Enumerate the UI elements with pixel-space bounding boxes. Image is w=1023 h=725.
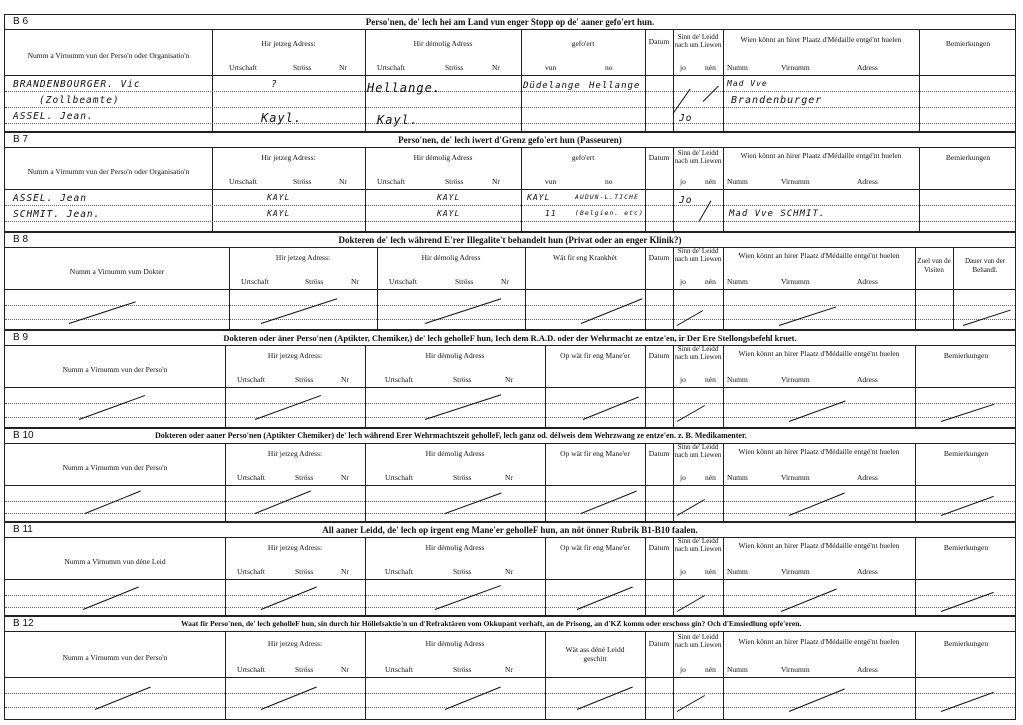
section-b8 — [4, 232, 1016, 330]
virnumm-label: Virnumm — [781, 63, 810, 72]
urtschaft-label: Urtschaft — [385, 375, 413, 384]
virnumm-label: Virnumm — [781, 177, 810, 186]
handwritten-demolig: Kayl. — [377, 113, 419, 127]
stross-label: Ströss — [453, 375, 472, 384]
datum-header: Datum — [648, 639, 670, 648]
nr-label: Nr — [505, 473, 513, 482]
adress-label: Adress — [857, 177, 878, 186]
numm-label: Numm — [727, 473, 748, 482]
jo-label: jo — [680, 375, 686, 384]
demolig-header: Hir démolig Adress — [425, 449, 485, 458]
datum-header: Datum — [648, 351, 670, 360]
sinn-header: Sinn de' Leidd nach um Liewen — [674, 149, 722, 165]
urtschaft-label: Urtschaft — [385, 473, 413, 482]
handwritten-no: (Belgien. etc) — [575, 209, 644, 217]
section-code: B 6 — [13, 16, 29, 27]
section-header — [5, 15, 1015, 30]
jo-label: jo — [680, 177, 686, 186]
jetzeg-header: Hir jetzeg Adress: — [267, 351, 323, 360]
section-code: B 7 — [13, 134, 29, 145]
wat-header: Op wät fir eng Mane'er — [560, 543, 630, 552]
stross-label: Ströss — [293, 63, 312, 72]
nen-label: nén — [705, 375, 716, 384]
nr-label: Nr — [341, 473, 349, 482]
jo-label: jo — [680, 473, 686, 482]
handwritten-demolig: Hellange. — [367, 81, 442, 95]
wien-header: Wien könnt an hirer Plaatz d'Médaille entgé'nt huelen — [738, 637, 900, 646]
stross-label: Ströss — [445, 63, 464, 72]
wat-header: Op wät fir eng Mane'er — [560, 351, 630, 360]
name-col-header: Numm a Virnumm vun der Perso'n — [62, 653, 168, 662]
bemierkungen-header: Bemierkungen — [943, 639, 989, 648]
section-header — [5, 523, 1015, 538]
numm-label: Numm — [727, 567, 748, 576]
urtschaft-label: Urtschaft — [229, 63, 257, 72]
section-b10 — [4, 428, 1016, 522]
jo-label: jo — [680, 567, 686, 576]
section-code: B 10 — [13, 430, 34, 441]
handwritten-jetzeg: KAYL — [267, 209, 291, 218]
jo-label: jo — [680, 277, 686, 286]
numm-label: Numm — [727, 177, 748, 186]
dauer-header: Dauer vun der Behandl. — [964, 257, 1006, 274]
handwritten-wien-virnumm: Brandenburger — [731, 95, 823, 106]
wien-header: Wien könnt an hirer Plaatz d'Médaille entgé'nt huelen — [738, 349, 900, 358]
section-code: B 9 — [13, 332, 29, 343]
bemierkungen-header: Bemierkungen — [943, 543, 989, 552]
wien-header: Wien könnt an hirer Plaatz d'Médaille entgé'nt huelen — [738, 447, 900, 456]
bemierkungen-header: Bemierkungen — [945, 153, 991, 162]
wat-header: Wät ass déné Leidd geschitt — [565, 645, 625, 663]
demolig-header: Hir démolig Adress — [413, 153, 473, 162]
gefoert-header: gefo'ert — [571, 39, 595, 48]
section-code: B 12 — [13, 618, 34, 629]
section-title: Waat fir Perso'nen, de' lech geholleF hun, sin durch hir Höllefsaktio'n un d'Refraktären vom Okkupant verhaft, an de Prisong, an d'KZ komm oder erschoss gin? Och d'Emsiedlung opfe'eren. — [181, 619, 802, 628]
section-header — [5, 429, 1015, 444]
urtschaft-label: Urtschaft — [237, 375, 265, 384]
nen-label: nén — [705, 473, 716, 482]
wien-header: Wien könnt an hirer Plaatz d'Médaille entgé'nt huelen — [738, 251, 900, 260]
handwritten-name: ASSEL. Jean — [13, 193, 87, 204]
sinn-header: Sinn de' Leidd nach um Liewen — [674, 537, 722, 553]
datum-header: Datum — [648, 153, 670, 162]
urtschaft-label: Urtschaft — [237, 665, 265, 674]
urtschaft-label: Urtschaft — [389, 277, 417, 286]
name-col-header: Numm a Virnumm vum Dokter — [69, 267, 165, 276]
jo-label: jo — [680, 665, 686, 674]
no-label: no — [605, 177, 613, 186]
stross-label: Ströss — [295, 567, 314, 576]
section-header — [5, 233, 1015, 248]
numm-label: Numm — [727, 375, 748, 384]
handwritten-no: AUDUN-L.TICHE — [575, 193, 639, 201]
urtschaft-label: Urtschaft — [229, 177, 257, 186]
stross-label: Ströss — [453, 665, 472, 674]
nr-label: Nr — [505, 665, 513, 674]
table-body — [5, 345, 1015, 427]
table-body — [5, 29, 1015, 131]
stross-label: Ströss — [453, 473, 472, 482]
section-title: Dokteren oder aaner Perso'nen (Aptikter Chemiker) de' lech während Erer Wehrmachtszeit geholleF, lech ganz od. déIweis dem Wehrzwang ze entze'en. z. B. Medikamenter. — [155, 431, 747, 440]
nr-label: Nr — [339, 63, 347, 72]
vun-label: vun — [545, 63, 557, 72]
jetzeg-header: Hir jetzeg Adress: — [267, 639, 323, 648]
section-code: B 8 — [13, 234, 29, 245]
stross-label: Ströss — [445, 177, 464, 186]
wat-header: Op wät fir eng Mane'er — [560, 449, 630, 458]
handwritten-wien-numm: Mad Vve — [727, 79, 768, 88]
urtschaft-label: Urtschaft — [237, 567, 265, 576]
handwritten-jo: Jo — [679, 113, 693, 124]
nr-label: Nr — [339, 177, 347, 186]
adress-label: Adress — [857, 63, 878, 72]
urtschaft-label: Urtschaft — [385, 665, 413, 674]
section-header — [5, 331, 1015, 346]
section-b11 — [4, 522, 1016, 616]
sinn-header: Sinn de' Leidd nach um Liewen — [674, 345, 722, 361]
handwritten-no: Hellange — [589, 81, 641, 91]
adress-label: Adress — [857, 473, 878, 482]
sinn-header: Sinn de' Leidd nach um Liewen — [674, 443, 722, 459]
demolig-header: Hir démolig Adress — [413, 39, 473, 48]
section-title: Perso'nen, de' lech hei am Land vun enger Stopp op de' aaner gefo'ert hun. — [365, 17, 655, 27]
section-header — [5, 133, 1015, 148]
nen-label: nén — [705, 665, 716, 674]
handwritten-jetzeg: KAYL — [267, 193, 291, 202]
adress-label: Adress — [857, 375, 878, 384]
urtschaft-label: Urtschaft — [241, 277, 269, 286]
handwritten-name: ASSEL. Jean. — [13, 111, 94, 122]
stross-label: Ströss — [453, 567, 472, 576]
stross-label: Ströss — [295, 473, 314, 482]
virnumm-label: Virnumm — [781, 473, 810, 482]
nen-label: nén — [705, 277, 716, 286]
section-title: Perso'nen, de' lech iwert d'Grenz gefo'ert hun (Passeuren) — [398, 135, 622, 145]
gefoert-header: gefo'ert — [571, 153, 595, 162]
section-b6 — [4, 14, 1016, 132]
handwritten-vun: KAYL — [527, 193, 551, 202]
wat-header: Wät fir eng Krankhét — [553, 253, 617, 262]
nen-label: nén — [705, 63, 716, 72]
handwritten-wien: Mad Vve SCHMIT. — [729, 209, 826, 219]
urtschaft-label: Urtschaft — [377, 63, 405, 72]
sinn-header: Sinn de' Leidd nach um Liewen — [674, 633, 722, 649]
urtschaft-label: Urtschaft — [237, 473, 265, 482]
stross-label: Ströss — [455, 277, 474, 286]
bemierkungen-header: Bemierkungen — [945, 39, 991, 48]
jetzeg-header: Hir jetzeg Adress: — [261, 153, 316, 162]
nr-label: Nr — [341, 567, 349, 576]
vun-label: vun — [545, 177, 557, 186]
numm-label: Numm — [727, 63, 748, 72]
jetzeg-header: Hir jetzeg Adress: — [267, 543, 323, 552]
demolig-header: Hir démolig Adress — [425, 351, 485, 360]
adress-label: Adress — [857, 567, 878, 576]
section-b9 — [4, 330, 1016, 428]
name-col-header: Numm a Virnumm vun der Perso'n oder Organisatio'n — [27, 51, 190, 60]
handwritten-name: (Zollbeamte) — [39, 95, 120, 106]
demolig-header: Hir démolig Adress — [425, 639, 485, 648]
stross-label: Ströss — [305, 277, 324, 286]
nr-label: Nr — [492, 63, 500, 72]
nr-label: Nr — [492, 177, 500, 186]
stross-label: Ströss — [293, 177, 312, 186]
handwritten-name: SCHMIT. Jean. — [13, 209, 101, 220]
datum-header: Datum — [648, 543, 670, 552]
section-code: B 11 — [13, 524, 33, 535]
bemierkungen-header: Bemierkungen — [943, 351, 989, 360]
handwritten-jetzeg: Kayl. — [261, 111, 303, 125]
section-title: All aaner Leidd, de' lech op irgent eng Mane'er geholleF hun, an nöt önner Rubrik B1-B10 faalen. — [322, 525, 698, 535]
bemierkungen-header: Bemierkungen — [943, 449, 989, 458]
handwritten-name: BRANDENBOURGER. Vic — [13, 79, 141, 90]
nr-label: Nr — [341, 665, 349, 674]
wien-header: Wien könnt an hirer Plaatz d'Médaille entgé'nt huelen — [740, 35, 902, 44]
name-col-header: Numm a Virnumm vun der Perso'n — [62, 463, 168, 472]
datum-header: Datum — [648, 449, 670, 458]
datum-header: Datum — [648, 37, 670, 46]
handwritten-jo: Jo — [679, 195, 693, 206]
datum-header: Datum — [648, 253, 670, 262]
handwritten-jetzeg: ? — [271, 79, 278, 90]
section-b12 — [4, 616, 1016, 720]
table-body — [5, 443, 1015, 521]
numm-label: Numm — [727, 665, 748, 674]
jetzeg-header: Hir jetzeg Adress: — [261, 39, 316, 48]
virnumm-label: Virnumm — [781, 567, 810, 576]
handwritten-demolig: KAYL — [437, 209, 461, 218]
name-col-header: Numm a Virnumm vun der Perso'n oder Organisatio'n — [27, 167, 190, 176]
wien-header: Wien könnt an hirer Plaatz d'Médaille entgé'nt huelen — [738, 541, 900, 550]
table-body — [5, 247, 1015, 329]
wien-header: Wien könnt an hirer Plaatz d'Médaille entgé'nt huelen — [740, 151, 902, 160]
nr-label: Nr — [505, 375, 513, 384]
adress-label: Adress — [857, 277, 878, 286]
name-col-header: Numm a Virnumm vun der Perso'n — [62, 365, 168, 374]
numm-label: Numm — [727, 277, 748, 286]
virnumm-label: Virnumm — [781, 277, 810, 286]
section-header — [5, 617, 1015, 632]
handwritten-vun: Düdelange — [523, 81, 581, 91]
sinn-header: Sinn de' Leidd nach um Liewen — [674, 247, 722, 263]
demolig-header: Hir démolig Adress — [421, 253, 481, 262]
stross-label: Ströss — [295, 665, 314, 674]
nen-label: nén — [705, 567, 716, 576]
handwritten-demolig: KAYL — [437, 193, 461, 202]
jetzeg-header: Hir jetzeg Adress: — [267, 449, 323, 458]
nr-label: Nr — [505, 567, 513, 576]
name-col-header: Numm a Virnumm vun déne Leid — [64, 557, 166, 566]
table-body — [5, 537, 1015, 615]
virnumm-label: Virnumm — [781, 665, 810, 674]
adress-label: Adress — [857, 665, 878, 674]
jo-label: jo — [680, 63, 686, 72]
nen-label: nén — [705, 177, 716, 186]
section-title: Dokteren de' lech während E'rer Illegalite't behandelt hun (Privat oder an enger Klinik?) — [338, 235, 682, 245]
zuel-header: Zuel vun de Visiten — [917, 257, 951, 274]
nr-label: Nr — [501, 277, 509, 286]
table-body — [5, 147, 1015, 231]
handwritten-vun: 11 — [545, 209, 557, 218]
virnumm-label: Virnumm — [781, 375, 810, 384]
stross-label: Ströss — [295, 375, 314, 384]
nr-label: Nr — [341, 375, 349, 384]
urtschaft-label: Urtschaft — [377, 177, 405, 186]
section-b7 — [4, 132, 1016, 232]
table-body — [5, 631, 1015, 719]
no-label: no — [605, 63, 613, 72]
jetzeg-header: Hir jetzeg Adress: — [275, 253, 331, 262]
demolig-header: Hir démolig Adress — [425, 543, 485, 552]
sinn-header: Sinn de' Leidd nach um Liewen — [674, 33, 722, 49]
urtschaft-label: Urtschaft — [385, 567, 413, 576]
nr-label: Nr — [351, 277, 359, 286]
section-title: Dokteren oder äner Perso'nen (Aptikter, Chemiker,) de' lech geholleF hun, Iech dem R.A.D. oder der Wehrmacht ze entze'en, ir Der Ere Stellongsbefehl kruet. — [223, 333, 797, 343]
